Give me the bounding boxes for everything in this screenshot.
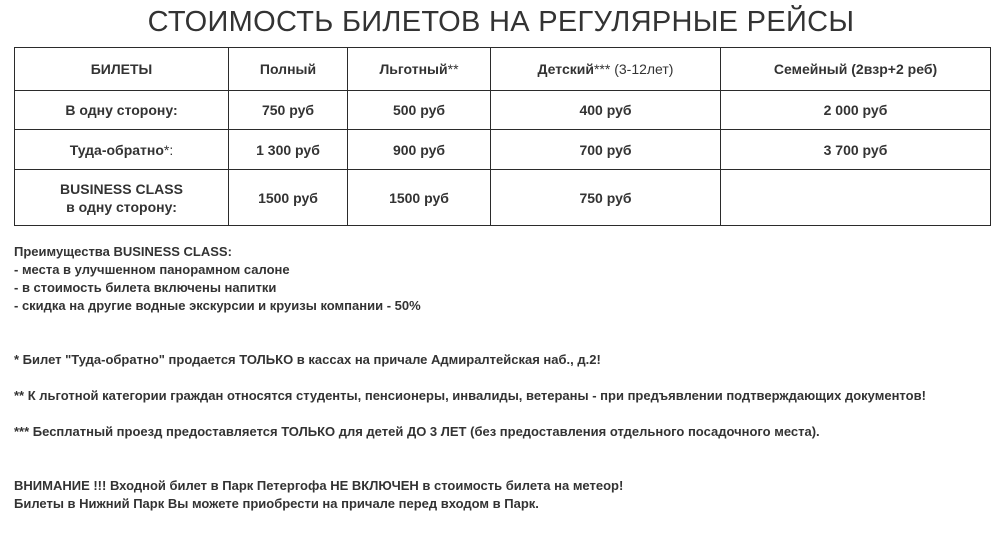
header-tickets: БИЛЕТЫ xyxy=(15,48,229,91)
price-cell xyxy=(721,170,991,226)
price-cell: 400 руб xyxy=(491,91,721,130)
page-title: СТОИМОСТЬ БИЛЕТОВ НА РЕГУЛЯРНЫЕ РЕЙСЫ xyxy=(147,6,855,38)
price-cell: 1500 руб xyxy=(348,170,491,226)
notes-section xyxy=(14,243,984,513)
price-cell: 2 000 руб xyxy=(721,91,991,130)
warning-park-purchase: Билеты в Нижний Парк Вы можете приобрести на причале перед входом в Парк. xyxy=(14,496,539,511)
table-row xyxy=(15,91,991,130)
warning-park-ticket: ВНИМАНИЕ !!! Входной билет в Парк Петергофа НЕ ВКЛЮЧЕН в стоимость билета на метеор! xyxy=(14,478,624,493)
price-cell: 1500 руб xyxy=(229,170,348,226)
ticket-price-table xyxy=(14,47,991,226)
header-child: Детский*** (3-12лет) xyxy=(491,48,721,91)
table-header-row xyxy=(15,48,991,91)
row-label-business-class: BUSINESS CLASS в одну сторону: xyxy=(15,170,229,226)
footnote-child: *** Бесплатный проезд предоставляется ТОЛЬКО для детей ДО 3 ЛЕТ (без предоставления отдельного посадочного места). xyxy=(14,424,820,439)
row-label-one-way: В одну сторону: xyxy=(15,91,229,130)
benefit-item: - скидка на другие водные экскурсии и круизы компании - 50% xyxy=(14,298,421,313)
header-full: Полный xyxy=(229,48,348,91)
row-label-round-trip: Туда-обратно*: xyxy=(15,130,229,170)
price-cell: 900 руб xyxy=(348,130,491,170)
table-row xyxy=(15,170,991,226)
price-cell: 750 руб xyxy=(229,91,348,130)
price-cell: 500 руб xyxy=(348,91,491,130)
benefits-title: Преимущества BUSINESS CLASS: xyxy=(14,244,232,259)
benefit-item: - места в улучшенном панорамном салоне xyxy=(14,262,290,277)
footnote-round-trip: * Билет "Туда-обратно" продается ТОЛЬКО в кассах на причале Адмиралтейская наб., д.2! xyxy=(14,352,601,367)
header-family: Семейный (2взр+2 реб) xyxy=(721,48,991,91)
table-row xyxy=(15,130,991,170)
price-cell: 3 700 руб xyxy=(721,130,991,170)
footnote-reduced: ** К льготной категории граждан относятся студенты, пенсионеры, инвалиды, ветераны - при предъявлении подтверждающих документов! xyxy=(14,388,926,403)
price-cell: 750 руб xyxy=(491,170,721,226)
price-cell: 700 руб xyxy=(491,130,721,170)
header-reduced: Льготный** xyxy=(348,48,491,91)
price-cell: 1 300 руб xyxy=(229,130,348,170)
benefit-item: - в стоимость билета включены напитки xyxy=(14,280,277,295)
